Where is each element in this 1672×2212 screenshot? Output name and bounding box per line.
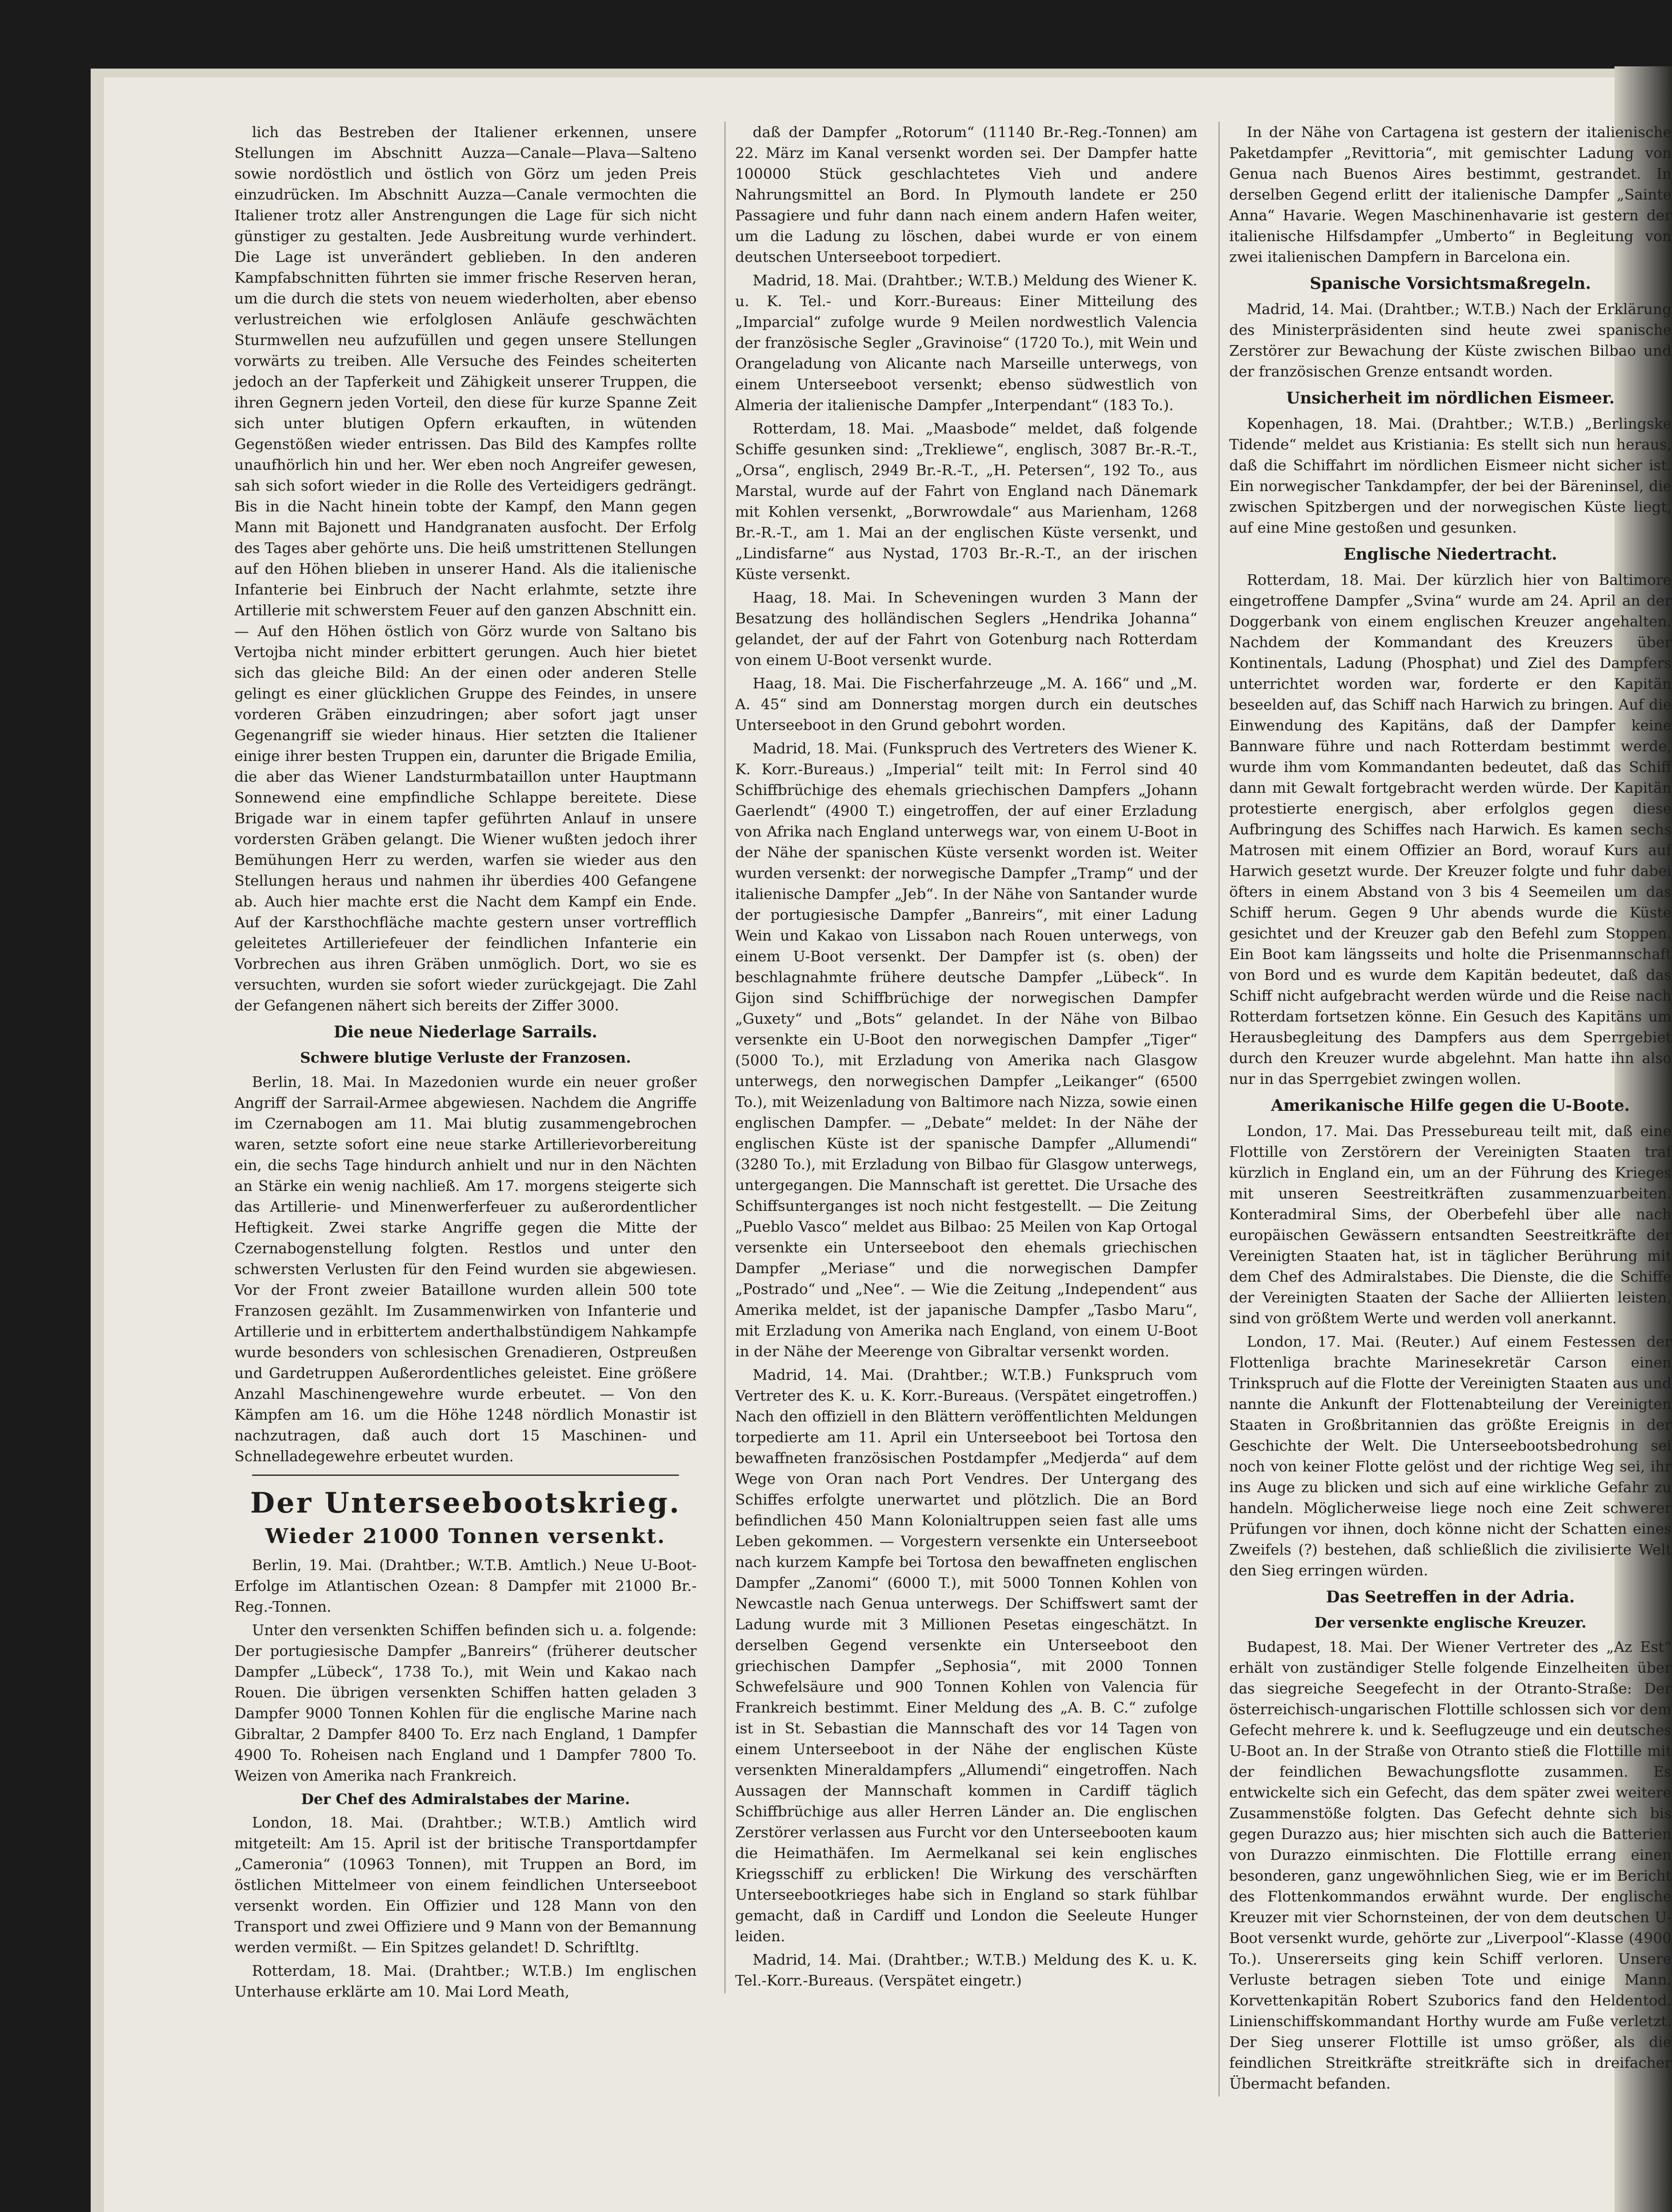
article-text: Berlin, 18. Mai. In Mazedonien wurde ein neuer großer Angriff der Sarrail-Armee abgewiesen. Nachdem die Angriffe im Czernabogen am 11. Mai blutig zusammengebrochen waren, setzte sofort eine neue starke Artillerievorbereitung ein, die sechs Tage hindurch anhielt und nur in den Nächten an Stärke ein wenig nachließ. Am 17. morgens steigerte sich das Artillerie- und Minenwerferfeuer zu außerordentlicher Heftigkeit. Zwei starke Angriffe gegen die Mitte der Czernabogenstellung folgten. Restlos und unter den schwersten Verlusten für den Feind wurden sie abgewiesen. Vor der Front zweier Bataillone wurden allein 500 tote Franzosen gezählt. Im Zusammenwirken von Infanterie und Artillerie und in erbittertem anderthalbstündigem Nahkampfe wurde besonders von schlesischen Grenadieren, Ostpreußen und Gardetruppen Außerordentliches geleistet. Eine größere Anzahl Maschinengewehre wurde erbeutet. — Von den Kämpfen am 16. um die Höhe 1248 nördlich Monastir ist nachzutragen, daß auch dort 15 Maschinen- und Schnelladegewehre erbeutet wurden. (234, 1073, 697, 1465)
signature: Der Chef des Admiralstabes der Marine. (301, 1790, 630, 1808)
subheadline: Der versenkte englische Kreuzer. (1314, 1614, 1587, 1631)
headline: Englische Niedertracht. (1343, 545, 1557, 564)
section-rule (252, 1475, 679, 1476)
headline: Die neue Niederlage Sarrails. (334, 1023, 598, 1041)
column-1 (234, 122, 697, 2005)
headline: Das Seetreffen in der Adria. (1326, 1588, 1575, 1606)
column-3 (1219, 122, 1672, 2097)
article-text: daß der Dampfer „Rotorum“ (11140 Br.-Reg.-Tonnen) am 22. März im Kanal versenkt worden sei. Der Dampfer hatte 100000 Stück geschlachtetes Vieh und andere Nahrungsmittel an Bord. In Plymouth landete er 250 Passagiere und fuhr dann nach einem andern Hafen weiter, um die Ladung zu löschen, dabei wurde er von einem deutschen Unterseeboot torpediert. (735, 123, 1197, 265)
column-2 (725, 122, 1197, 1993)
article-text: Rotterdam, 18. Mai. (Drahtber.; W.T.B.) Im englischen Unterhause erklärte am 10. Mai Lord Meath, (234, 1962, 697, 2000)
article-text: London, 17. Mai. (Reuter.) Auf einem Festessen der Flottenliga brachte Marinesekretär Carson einen Trinkspruch auf die Flotte der Vereinigten Staaten aus und nannte die Ankunft der Flottenabteilung der Vereinigten Staaten in Großbritannien das größte Ereignis in der Geschichte der Welt. Die Unterseebootsbedrohung sei noch von keiner Flotte gelöst und der richtige Weg sei, ihr ins Auge zu blicken und sich auf eine wirkliche Gefahr zu handeln. Möglicherweise liege noch eine Zeit schwerer Prüfungen vor ihnen, doch könne nicht der Schatten eines Zweifels (?) bestehen, daß schließlich die zivilisierte Welt den Sieg erringen würden. (1229, 1333, 1672, 1579)
subheadline: Schwere blutige Verluste der Franzosen. (300, 1049, 631, 1066)
article-text: Madrid, 18. Mai. (Drahtber.; W.T.B.) Meldung des Wiener K. u. K. Tel.- und Korr.-Bureaus: Einer Mitteilung des „Imparcial“ zufolge wurde 9 Meilen nordwestlich Valencia der französische Segler „Gravinoise“ (1720 To.), mit Wein und Orangeladung von Alicante nach Marseille unterwegs, von einem Unterseeboot versenkt; ebenso südwestlich von Almeria der italienische Dampfer „Interpendant“ (183 To.). (735, 272, 1197, 414)
article-text: Madrid, 14. Mai. (Drahtber.; W.T.B.) Meldung des K. u. K. Tel.-Korr.-Bureaus. (Verspätet eingetr.) (735, 1951, 1197, 1989)
article-text: London, 18. Mai. (Drahtber.; W.T.B.) Amtlich wird mitgeteilt: Am 15. April ist der britische Transportdampfer „Cameronia“ (10963 Tonnen), mit Truppen an Bord, im östlichen Mittelmeer von einem feindlichen Unterseeboot versenkt worden. Ein Offizier und 128 Mann von den Transport und zwei Offiziere und 9 Mann von der Bemannung werden vermißt. — Ein Spitzes gelandet! D. Schriftltg. (234, 1814, 697, 1956)
article-text: Madrid, 14. Mai. (Drahtber.; W.T.B.) Nach der Erklärung des Ministerpräsidenten sind heute zwei spanische Zerstörer zur Bewachung der Küste zwischen Bilbao und der französischen Grenze entsandt worden. (1229, 300, 1672, 380)
section-subheadline: Wieder 21000 Tonnen versenkt. (265, 1524, 666, 1548)
article-text: Budapest, 18. Mai. Der Wiener Vertreter des „Az Est“ erhält von zuständiger Stelle folgende Einzelheiten über das siegreiche Seegefecht in der Otranto-Straße: Der österreichisch-ungarischen Flottille schlossen sich vor dem Gefecht mehrere k. und k. Seeflugzeuge und ein deutsches U-Boot an. In der Straße von Otranto stieß die Flottille mit der feindlichen Bewachungsflotte zusammen. Es entwickelte sich ein Gefecht, das dem später zwei weitere Zusammenstöße folgten. Das Gefecht dehnte sich bis gegen Durazzo aus; hier mischten sich auch die Batterien von Durazzo einmischten. Die Flottille errang einen besonderen, ganz ungewöhnlichen Sieg, wie er im Bericht des Flottenkommandos erwähnt wurde. Der englische Kreuzer mit vier Schornsteinen, der von dem deutschen U-Boot versenkt wurde, gehörte zur „Liverpool“-Klasse (4900 To.). Unsererseits ging kein Schiff verloren. Unsere Verluste betragen sieben Tote und einige Mann. Korvettenkapitän Robert Szuborics fand den Heldentod. Linienschiffskommandant Horthy wurde am Fuße verletzt. Der Sieg unserer Flottille ist umso größer, als die feindlichen Streitkräfte streitkräfte sich in dreifacher Übermacht befanden. (1229, 1638, 1672, 2092)
article-text: Rotterdam, 18. Mai. „Maasbode“ meldet, daß folgende Schiffe gesunken sind: „Trekliewe“, englisch, 3087 Br.-R.-T., „Orsa“, englisch, 2949 Br.-R.-T., „H. Petersen“, 192 To., aus Marstal, wurde auf der Fahrt von England nach Dänemark mit Kohlen versenkt, „Borwrowdale“ aus Marienham, 1268 Br.-R.-T., am 1. Mai an der englischen Küste versenkt, und „Lindisfarne“ aus Nystad, 1703 Br.-R.-T., an der irischen Küste versenkt. (735, 420, 1197, 583)
article-text: Madrid, 14. Mai. (Drahtber.; W.T.B.) Funkspruch vom Vertreter des K. u. K. Korr.-Bureaus. (Verspätet eingetroffen.) Nach den offiziell in den Blättern veröffentlichten Meldungen torpedierte am 11. April ein Unterseeboot bei Tortosa den bewaffneten französischen Postdampfer „Medjerda“ auf dem Wege von Oran nach Port Vendres. Der Untergang des Schiffes erfolgte unerwartet und plötzlich. Die an Bord befindlichen 450 Mann Kolonialtruppen seien fast alle ums Leben gekommen. — Vorgestern versenkte ein Unterseeboot nach kurzem Kampfe bei Tortosa den bewaffneten englischen Dampfer „Zanomi“ (6000 T.), mit 5000 Tonnen Kohlen von Newcastle nach Genua unterwegs. Der Schiffswert samt der Ladung wurde mit 3 Millionen Pesetas eingeschätzt. In derselben Gegend versenkte ein Unterseeboot den griechischen Dampfer „Sephosia“, mit 2000 Tonnen Schwefelsäure und 900 Tonnen Kohlen von Valencia für Frankreich bestimmt. Einer Meldung des „A. B. C.“ zufolge ist in St. Sebastian die Mannschaft des vor 14 Tagen von einem Unterseeboot in der Nähe der englischen Küste versenkten Mineraldampfers „Allumendi“ eingetroffen. Nach Aussagen der Mannschaft kommen in Cardiff täglich Schiffbrüchige aus aller Herren Länder an. Die englischen Zerstörer verlassen aus Furcht vor den Unterseebooten kaum die Heimathäfen. Im Aermelkanal sei kein englisches Kriegsschiff zu erblicken! Die Wirkung des verschärften Unterseebootkrieges habe sich in England so stark fühlbar gemacht, daß in Cardiff und London die Seeleute Hunger leiden. (735, 1366, 1197, 1945)
headline: Amerikanische Hilfe gegen die U-Boote. (1271, 1096, 1630, 1115)
article-text: Kopenhagen, 18. Mai. (Drahtber.; W.T.B.) „Berlingske Tidende“ meldet aus Kristiania: Es stellt sich nun heraus, daß die Schiffahrt im nördlichen Eismeer nicht sicher ist. Ein norwegischer Tankdampfer, der bei der Bäreninsel, die zwischen Spitzbergen und der norwegischen Küste liegt, auf eine Mine gestoßen und gesunken. (1229, 415, 1672, 536)
section-headline: Der Unterseebootskrieg. (250, 1486, 681, 1520)
headline: Spanische Vorsichtsmaßregeln. (1310, 274, 1591, 293)
article-text: Haag, 18. Mai. Die Fischerfahrzeuge „M. A. 166“ und „M. A. 45“ sind am Donnerstag morgen durch ein deutsches Unterseeboot in den Grund gebohrt worden. (735, 675, 1197, 733)
article-text: London, 17. Mai. Das Pressebureau teilt mit, daß eine Flottille von Zerstörern der Vereinigten Staaten traf kürzlich in England ein, um an der Führung des Krieges mit unseren Seestreitkräften zusammenzuarbeiten. Konteradmiral Sims, der Oberbefehl über alle nach europäischen Gewässern entsandten Seestreitkräfte der Vereinigten Staaten hat, ist in täglicher Berührung mit dem Chef des Admiralstabes. Die Dienste, die die Schiffe der Vereinigten Staaten der Sache der Alliierten leisten, sind von größtem Werte und werden voll anerkannt. (1229, 1122, 1672, 1327)
headline: Unsicherheit im nördlichen Eismeer. (1286, 389, 1615, 407)
article-text: Madrid, 18. Mai. (Funkspruch des Vertreters des Wiener K. K. Korr.-Bureaus.) „Imperial“ teilt mit: In Ferrol sind 40 Schiffbrüchige des ehemals griechischen Dampfers „Johann Gaerlendt“ (4900 T.) eingetroffen, der auf einer Erzladung von Afrika nach England unterwegs war, von einem U-Boot in der Nähe der spanischen Küste versenkt worden ist. Weiter wurden versenkt: der norwegische Dampfer „Tramp“ und der italienische Dampfer „Jeb“. In der Nähe von Santander wurde der portugiesische Dampfer „Banreirs“, mit einer Ladung Wein und Kakao von Lissabon nach Rouen unterwegs, von einem U-Boot versenkt. Der Dampfer ist (s. oben) der beschlagnahmte frühere deutsche Dampfer „Lübeck“. In Gijon sind Schiffbrüchige der norwegischen Dampfer „Guxety“ und „Bots“ gelandet. In der Nähe von Bilbao versenkte ein U-Boot den norwegischen Dampfer „Tiger“ (5000 To.), mit Erzladung von Amerika nach Glasgow unterwegs, den norwegischen Dampfer „Leikanger“ (6500 To.), mit Weizenladung von Baltimore nach Nizza, sowie einen englischen Dampfer. — „Debate“ meldet: In der Nähe der englischen Küste ist der spanische Dampfer „Allumendi“ (3280 To.), mit Erzladung von Bilbao für Glasgow unterwegs, untergegangen. Die Mannschaft ist gerettet. Die Ursache des Schiffsunterganges ist noch nicht festgestellt. — Die Zeitung „Pueblo Vasco“ meldet aus Bilbao: 25 Meilen von Kap Ortogal versenkte ein Unterseeboot den ehemals griechischen Dampfer „Meriase“ und die norwegischen Dampfer „Postrado“ und „Nee“. — Wie die Zeitung „Independent“ aus Amerika meldet, ist der japanische Dampfer „Tasbo Maru“, mit Erzladung von Amerika nach England, von einem U-Boot in der Nähe der Meerenge von Gibraltar versenkt worden. (735, 740, 1197, 1360)
article-text: Haag, 18. Mai. In Scheveningen wurden 3 Mann der Besatzung des holländischen Seglers „Hendrika Johanna“ gelandet, der auf der Fahrt von Gotenburg nach Rotterdam von einem U-Boot versenkt wurde. (735, 589, 1197, 668)
article-text: Rotterdam, 18. Mai. Der kürzlich hier von Baltimore eingetroffene Dampfer „Svina“ wurde am 24. April an der Doggerbank von einem englischen Kreuzer angehalten. Nachdem der Kommandant des Kreuzers über Kontinentals, Ladung (Phosphat) und Ziel des Dampfers unterrichtet worden war, forderte er den Kapitän beseelden auf, das Schiff nach Harwich zu bringen. Auf die Einwendung des Kapitäns, daß der Dampfer keine Bannware führe und nach Rotterdam bestimmt werde, wurde ihm vom Kommandanten bedeutet, daß das Schiff dann mit Gewalt fortgebracht werden würde. Der Kapitän protestierte energisch, aber erfolglos gegen diese Aufbringung des Schiffes nach Harwich. Es kamen sechs Matrosen mit einem Offizier an Bord, worauf Kurs auf Harwich gesetzt wurde. Der Kreuzer folgte und fuhr dabei öfters in einem Abstand von 3 bis 4 Seemeilen um das Schiff herum. Gegen 9 Uhr abends wurde die Küste gesichtet und der Kreuzer gab den Befehl zum Stoppen. Ein Boot kam längsseits und holte die Prisenmannschaft von Bord und es wurde dem Kapitän bedeutet, daß das Schiff nicht aufgebracht werden würde und die Reise nach Rotterdam fortsetzen könne. Ein Gesuch des Kapitäns um Herausbegleitung des Dampfers aus dem Sperrgebiet durch den Kreuzer wurde abgelehnt. Man hatte ihn also nur in das Sperrgebiet zwingen wollen. (1229, 571, 1672, 1087)
article-text: lich das Bestreben der Italiener erkennen, unsere Stellungen im Abschnitt Auzza—Canale—Plava—Salteno sowie nordöstlich und östlich von Görz um jeden Preis einzudrücken. Im Abschnitt Auzza—Canale vermochten die Italiener trotz aller Anstrengungen die Lage für sich nicht günstiger zu gestalten. Jede Ausbreitung wurde verhindert. Die Lage ist unverändert geblieben. In den anderen Kampfabschnitten führten sie immer frische Reserven heran, um die durch die stets von neuem wiederholten, aber ebenso verlustreichen wie erfolglosen Anläufe geschwächten Sturmwellen neu aufzufüllen und gegen unsere Stellungen vorwärts zu treiben. Alle Versuche des Feindes scheiterten jedoch an der Tapferkeit und Zähigkeit unserer Truppen, die ihren Gegnern jeden Vorteil, den diese für kurze Spanne Zeit sich unter blutigen Opfern erkauften, in wütenden Gegenstößen wieder entrissen. Das Bild des Kampfes rollte unaufhörlich hin und her. Wer eben noch Angreifer gewesen, sah sich sofort wieder in die Rolle des Verteidigers gedrängt. Bis in die Nacht hinein tobte der Kampf, den Mann gegen Mann mit Bajonett und Handgranaten ausfocht. Der Erfolg des Tages aber gehörte uns. Die heiß umstrittenen Stellungen auf den Höhen blieben in unserer Hand. Als die italienische Infanterie bei Einbruch der Nacht erlahmte, setzte ihre Artillerie mit schwerstem Feuer auf den ganzen Abschnitt ein. — Auf den Höhen östlich von Görz wurde von Saltano bis Vertojba nicht minder erbittert gerungen. Auch hier bietet sich das gleiche Bild: An der einen oder anderen Stelle gelingt es einer glücklichen Gruppe des Feindes, in unsere vorderen Gräben einzudringen; aber sofort jagt unser Gegenangriff sie wieder hinaus. Hier setzten die Italiener einige ihrer besten Truppen ein, darunter die Brigade Emilia, die aber das Wiener Landsturmbataillon unter Hauptmann Sonnewend eine empfindliche Schlappe bereitete. Diese Brigade war in einem tapfer geführten Anlauf in unsere vordersten Gräben gelangt. Die Wiener wußten jedoch ihrer Bemühungen Herr zu werden, warfen sie wieder aus den Stellungen heraus und nahmen ihr überdies 400 Gefangene ab. Auch hier machte erst die Nacht dem Kampf ein Ende. Auf der Karsthochfläche machte gestern unser vortrefflich geleitetes Artilleriefeuer der feindlichen Infanterie ein Vorbrechen aus ihren Gräben unmöglich. Dort, wo sie es versuchten, wurden sie sofort wieder zurückgejagt. Die Zahl der Gefangenen nähert sich bereits der Ziffer 3000. (234, 123, 697, 1014)
article-text: Berlin, 19. Mai. (Drahtber.; W.T.B. Amtlich.) Neue U-Boot-Erfolge im Atlantischen Ozean: 8 Dampfer mit 21000 Br.-Reg.-Tonnen. (234, 1556, 697, 1615)
article-text: In der Nähe von Cartagena ist gestern der italienische Paketdampfer „Revittoria“, mit gemischter Ladung von Genua nach Buenos Aires bestimmt, gestrandet. In derselben Gegend erlitt der italienische Dampfer „Sainte Anna“ Havarie. Wegen Maschinenhavarie ist gestern der italienische Hilfsdampfer „Umberto“ in Begleitung von zwei italienischen Dampfern in Barcelona ein. (1229, 123, 1672, 265)
article-text: Unter den versenkten Schiffen befinden sich u. a. folgende: Der portugiesische Dampfer „Banreirs“ (früherer deutscher Dampfer „Lübeck“, 1738 To.), mit Wein und Kakao nach Rouen. Die übrigen versenkten Schiffen hatten geladen 3 Dampfer 9000 Tonnen Kohlen für die englische Marine nach Gibraltar, 2 Dampfer 8400 To. Erz nach England, 1 Dampfer 4900 To. Roheisen nach England und 1 Dampfer 7800 To. Weizen von Amerika nach Frankreich. (234, 1621, 697, 1784)
